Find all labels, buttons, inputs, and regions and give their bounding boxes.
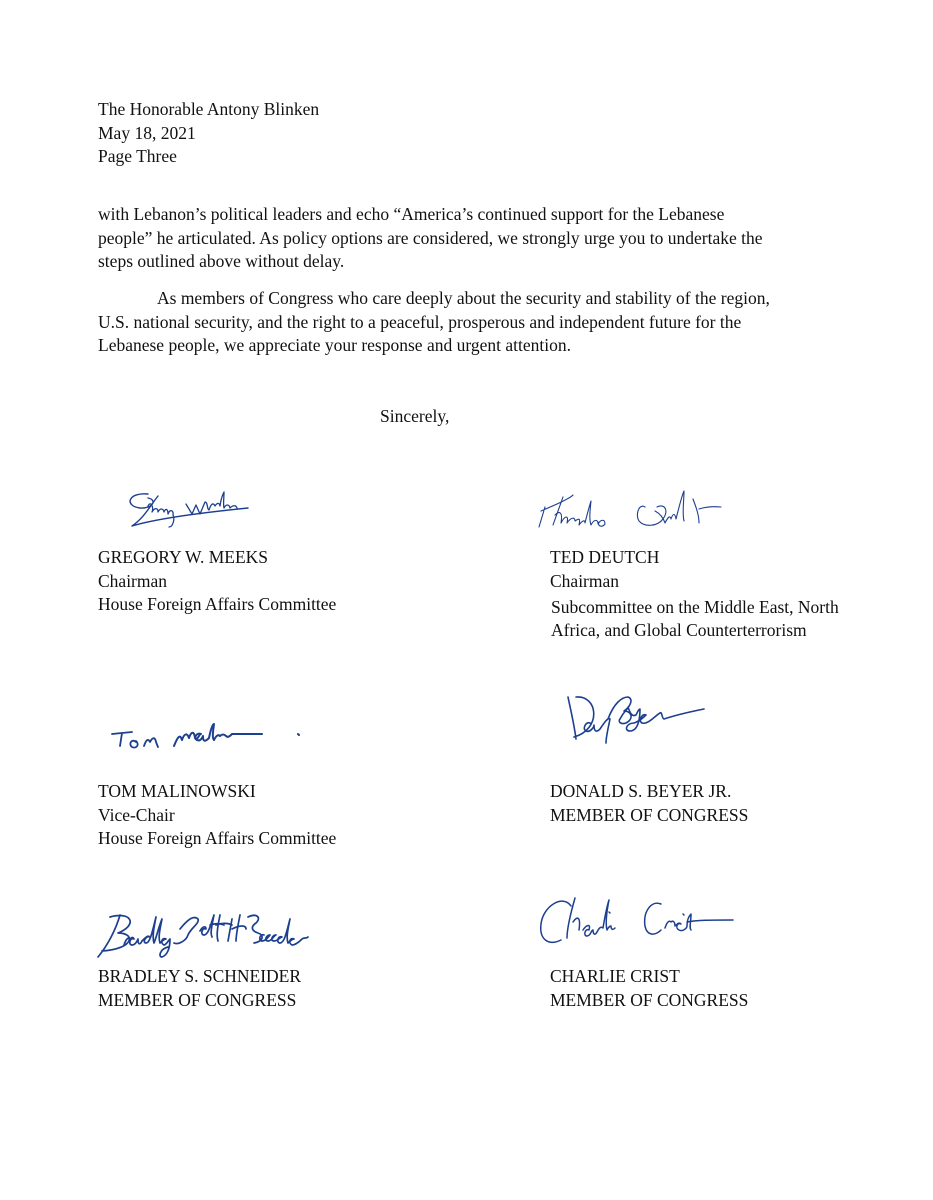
signatory-malinowski: [98, 780, 336, 851]
signatory-name: TOM MALINOWSKI: [98, 781, 256, 801]
signatory-committee: House Foreign Affairs Committee: [98, 594, 337, 614]
signatory-deutch: [550, 546, 839, 642]
signatory-name: BRADLEY S. SCHNEIDER: [98, 966, 302, 986]
signature-malinowski: [108, 726, 308, 756]
signatory-name: DONALD S. BEYER JR.: [550, 781, 732, 801]
page-number-line: Page Three: [98, 146, 177, 166]
signatory-name: GREGORY W. MEEKS: [98, 547, 269, 567]
signatory-schneider: [98, 965, 301, 1012]
signature-meeks: [118, 478, 268, 538]
signatory-title: Chairman: [98, 570, 168, 591]
signatory-title: Vice-Chair: [98, 804, 175, 825]
letter-header: [98, 98, 319, 169]
recipient-line: The Honorable Antony Blinken: [98, 99, 320, 119]
signatory-committee: Subcommittee on the Middle East, North: [551, 597, 839, 617]
signatory-crist: [550, 965, 748, 1012]
signatory-beyer: [550, 780, 748, 827]
signatory-title: MEMBER OF CONGRESS: [550, 804, 749, 825]
signatory-title: Chairman: [550, 570, 620, 591]
paragraph-line: steps outlined above without delay.: [98, 251, 345, 271]
paragraph-line: As members of Congress who care deeply about the security and stability of the region,: [157, 288, 770, 308]
signatory-title: MEMBER OF CONGRESS: [550, 989, 749, 1010]
paragraph-line: Lebanese people, we appreciate your response and urgent attention.: [98, 335, 571, 355]
signatory-name: TED DEUTCH: [550, 547, 660, 567]
body-paragraph-2: [98, 287, 858, 358]
signature-deutch: [535, 485, 745, 535]
signatory-name: CHARLIE CRIST: [550, 966, 680, 986]
signatory-committee: House Foreign Affairs Committee: [98, 828, 337, 848]
closing: Sincerely,: [380, 406, 450, 426]
paragraph-line: with Lebanon’s political leaders and echo “America’s continued support for the Lebanese: [98, 204, 725, 224]
signature-crist: [535, 892, 745, 952]
signature-schneider: [92, 905, 332, 965]
signature-beyer: [560, 683, 730, 748]
signatory-title: MEMBER OF CONGRESS: [98, 989, 297, 1010]
signatory-meeks: [98, 546, 336, 617]
signatory-committee: Africa, and Global Counterterrorism: [551, 620, 807, 640]
paragraph-line: people” he articulated. As policy options are considered, we strongly urge you to undertake the: [98, 227, 763, 248]
body-paragraph-1: [98, 203, 858, 274]
date-line: May 18, 2021: [98, 122, 196, 143]
paragraph-line: U.S. national security, and the right to a peaceful, prosperous and independent future for the: [98, 311, 742, 332]
